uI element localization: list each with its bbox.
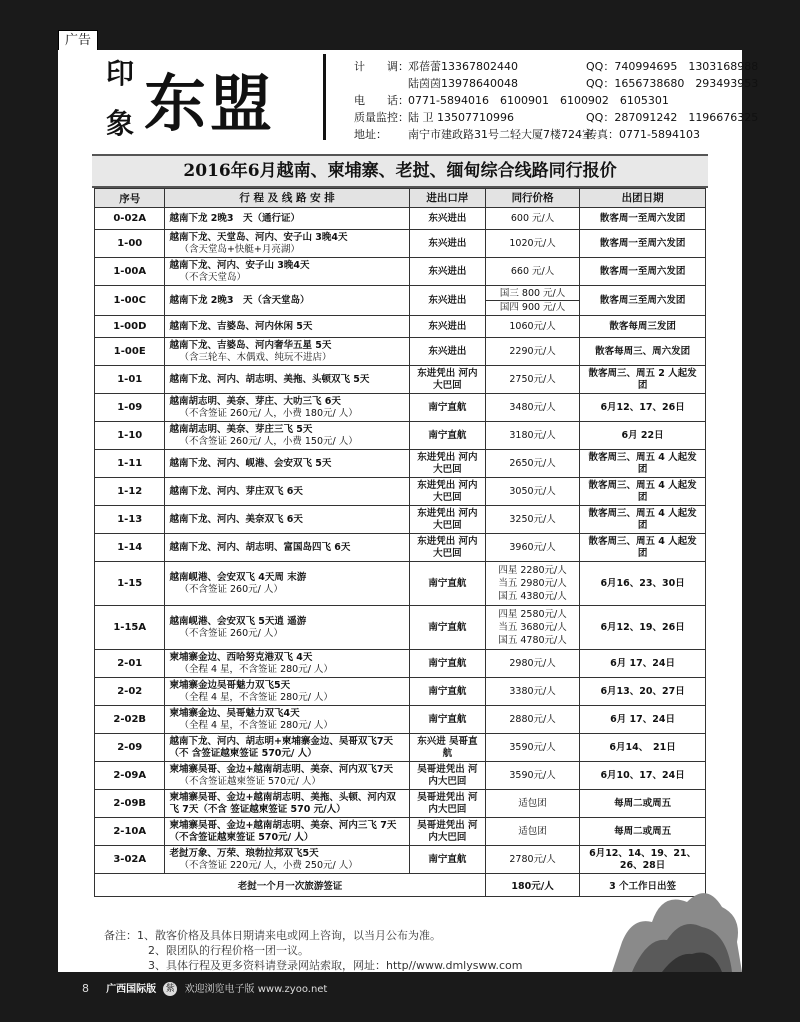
entry-port: 吴哥进凭出 河内大巴回: [409, 762, 485, 790]
route-itinerary: 越南岘港、会安双飞 5天逍 遥游: [169, 615, 307, 627]
departure-dates: 散客周三、周五 2 人起发团: [580, 366, 706, 394]
route-code: 2-09A: [95, 762, 165, 790]
route-description: [165, 230, 409, 258]
contact-label: QQ：: [586, 60, 615, 73]
route-description: [165, 258, 409, 286]
table-row: [95, 678, 706, 706]
contact-label: 地址：: [354, 128, 387, 141]
route-note: （不含天堂岛）: [179, 271, 246, 283]
route-itinerary: 柬埔寨金边吴哥魅力双飞5天: [169, 679, 291, 691]
price-value: 3380元/人: [509, 686, 556, 697]
table-row: [95, 258, 706, 286]
route-itinerary: 越南下龙、河内、芽庄双飞 6天: [169, 485, 303, 497]
table-row: [95, 286, 706, 316]
route-description: [165, 316, 409, 338]
entry-port: 东进凭出 河内大巴回: [409, 366, 485, 394]
route-note: （全程 4 星，不含签证 280元/ 人）: [179, 663, 333, 675]
contact-value: 南宁市建政路31号二轻大厦7楼724室: [408, 128, 593, 141]
route-description: [165, 338, 409, 366]
route-itinerary: 柬埔寨吴哥、金边+越南胡志明、美奈、河内双飞7天: [169, 763, 394, 775]
table-row: [95, 366, 706, 394]
table-row: [95, 478, 706, 506]
price-value: 2980元/人: [509, 658, 556, 669]
route-description: [165, 366, 409, 394]
ad-label: 广告: [58, 30, 98, 52]
departure-dates: 6月14、 21日: [580, 734, 706, 762]
entry-port: 东进凭出 河内大巴回: [409, 534, 485, 562]
brand-small-bottom: 象: [106, 107, 135, 140]
trade-price: [485, 734, 579, 762]
departure-dates: 散客周三、周五 4 人起发团: [580, 478, 706, 506]
price-value: 3250元/人: [509, 514, 556, 525]
header: [58, 50, 759, 148]
header-divider: [323, 54, 326, 140]
entry-port: 南宁直航: [409, 422, 485, 450]
departure-dates: 散客每周三发团: [580, 316, 706, 338]
price-value: 当五 2980元/人: [498, 578, 567, 589]
entry-port: 东进凭出 河内大巴回: [409, 506, 485, 534]
entry-port: 东兴进出: [409, 230, 485, 258]
table-row: [95, 316, 706, 338]
price-value: 2780元/人: [509, 854, 556, 865]
entry-port: 东兴进 吴哥直航: [409, 734, 485, 762]
table-row: [95, 208, 706, 230]
page-title: 2016年6月越南、柬埔寨、老挝、缅甸综合线路同行报价: [183, 161, 617, 181]
route-description: [165, 208, 409, 230]
departure-dates: 每周二或周五: [580, 818, 706, 846]
price-value: 3960元/人: [509, 542, 556, 553]
route-description: [165, 286, 409, 316]
route-code: 2-02B: [95, 706, 165, 734]
table-row: [95, 506, 706, 534]
price-value: 1060元/人: [509, 321, 556, 332]
route-code: 0-02A: [95, 208, 165, 230]
route-itinerary: 老挝万象、万荣、琅勃拉邦双飞5天: [169, 847, 319, 859]
contact-value: 287091242 1196676325: [614, 111, 759, 124]
route-description: [165, 846, 409, 874]
price-value: 3050元/人: [509, 486, 556, 497]
entry-port: 东兴进出: [409, 258, 485, 286]
route-code: 1-09: [95, 394, 165, 422]
departure-dates: 散客周一至周六发团: [580, 230, 706, 258]
route-itinerary: 越南岘港、会安双飞 4天周 末游: [169, 571, 307, 583]
trade-price: [485, 506, 579, 534]
trade-price: [485, 706, 579, 734]
advertisement-page: [58, 50, 759, 972]
trade-price: [485, 230, 579, 258]
contact-line: [354, 109, 759, 126]
contact-label: 质量监控：: [354, 111, 409, 124]
departure-dates: 散客周三至周六发团: [580, 286, 706, 316]
price-value: 3590元/人: [509, 770, 556, 781]
price-value: 国五 4380元/人: [498, 591, 567, 602]
route-itinerary: 越南下龙 2晚3 天（含天堂岛）: [169, 294, 310, 306]
departure-dates: 6月 17、24日: [580, 706, 706, 734]
route-description: [165, 534, 409, 562]
route-itinerary: 柬埔寨吴哥、金边+越南胡志明、美拖、头顿、河内双飞 7天（不含 签证越柬签证 570 元/人）: [169, 791, 396, 815]
entry-port: 东进凭出 河内大巴回: [409, 450, 485, 478]
trade-price: [485, 366, 579, 394]
trade-price: [485, 208, 579, 230]
table-row: [95, 338, 706, 366]
trade-price: [485, 450, 579, 478]
table-row: [95, 734, 706, 762]
route-note: （全程 4 星，不含签证 280元/ 人）: [179, 719, 333, 731]
trade-price: [485, 478, 579, 506]
entry-port: 吴哥进凭出 河内大巴回: [409, 818, 485, 846]
table-row: [95, 706, 706, 734]
route-code: 1-00C: [95, 286, 165, 316]
publication-name: 广西国际版: [106, 984, 157, 995]
route-itinerary: 越南下龙、吉婆岛、河内休闲 5天: [169, 320, 313, 332]
contact-value: 740994695 1303168988: [614, 60, 759, 73]
entry-port: 吴哥进凭出 河内大巴回: [409, 790, 485, 818]
route-description: [165, 650, 409, 678]
departure-dates: 6月10、17、24日: [580, 762, 706, 790]
trade-price: [485, 818, 579, 846]
departure-dates: 6月 17、24日: [580, 650, 706, 678]
header-price: 同行价格: [485, 189, 579, 208]
trade-price: [485, 338, 579, 366]
visa-label: 老挝一个月一次旅游签证: [95, 874, 486, 897]
route-code: 2-09B: [95, 790, 165, 818]
route-note: （含天堂岛+快艇+月亮湖）: [179, 243, 300, 255]
route-code: 2-10A: [95, 818, 165, 846]
trade-price: [485, 422, 579, 450]
table-row: [95, 762, 706, 790]
route-itinerary: 越南胡志明、美奈、芽庄三飞 5天: [169, 423, 313, 435]
contact-label: 电 话：: [354, 94, 409, 107]
entry-port: 南宁直航: [409, 562, 485, 606]
price-value: 适包团: [518, 798, 547, 809]
trade-price: [485, 762, 579, 790]
route-description: [165, 790, 409, 818]
table-row: [95, 606, 706, 650]
route-code: 1-00: [95, 230, 165, 258]
route-description: [165, 394, 409, 422]
departure-dates: 散客周三、周五 4 人起发团: [580, 534, 706, 562]
route-description: [165, 734, 409, 762]
entry-port: 南宁直航: [409, 706, 485, 734]
route-code: 2-01: [95, 650, 165, 678]
route-description: [165, 762, 409, 790]
table-row: [95, 394, 706, 422]
title-band: [92, 154, 708, 188]
footer-text: 欢迎浏览电子版 www.zyoo.net: [184, 984, 328, 995]
departure-dates: 6月13、20、27日: [580, 678, 706, 706]
price-table: [94, 188, 706, 897]
route-description: [165, 506, 409, 534]
route-note: （不含签证 260元/ 人，小费 150元/ 人）: [179, 435, 358, 447]
route-code: 1-00A: [95, 258, 165, 286]
contact-label: QQ：: [586, 77, 615, 90]
route-description: [165, 422, 409, 450]
route-note: （不含签证 220元/ 人，小费 250元/ 人）: [179, 859, 358, 871]
price-value: 3180元/人: [509, 430, 556, 441]
table-header-row: [95, 189, 706, 208]
price-value: 四星 2280元/人: [498, 565, 567, 576]
brand-small-top: 印: [106, 57, 135, 90]
departure-dates: 每周二或周五: [580, 790, 706, 818]
route-note: （不含签证 260元/ 人）: [179, 627, 283, 639]
table-row: [95, 818, 706, 846]
route-code: 1-01: [95, 366, 165, 394]
route-code: 2-09: [95, 734, 165, 762]
table-row: [95, 450, 706, 478]
route-code: 1-12: [95, 478, 165, 506]
contact-label: 传真：: [586, 128, 619, 141]
entry-port: 南宁直航: [409, 846, 485, 874]
departure-dates: 6月 22日: [580, 422, 706, 450]
price-value: 2880元/人: [509, 714, 556, 725]
price-value: 当五 3680元/人: [498, 622, 567, 633]
price-value: 3480元/人: [509, 402, 556, 413]
visa-price: 180元/人: [485, 874, 579, 897]
contact-line: [354, 58, 759, 75]
route-description: [165, 818, 409, 846]
entry-port: 东兴进出: [409, 316, 485, 338]
contact-value: 陆 卫 13507710996: [408, 111, 514, 124]
price-value: 国四 900 元/人: [499, 302, 566, 313]
route-code: 1-13: [95, 506, 165, 534]
header-port: 进出口岸: [409, 189, 485, 208]
departure-dates: 散客周三、周五 4 人起发团: [580, 506, 706, 534]
price-value: 2290元/人: [509, 346, 556, 357]
route-description: [165, 450, 409, 478]
contact-value: 邓蓓蕾13367802440: [408, 60, 518, 73]
contact-label: 计 调：: [354, 60, 409, 73]
trade-price: [485, 606, 579, 650]
route-note: （不含签证 260元/ 人）: [179, 583, 283, 595]
contact-value: 1656738680 293493953: [614, 77, 759, 90]
entry-port: 东兴进出: [409, 286, 485, 316]
price-value: 2650元/人: [509, 458, 556, 469]
route-code: 1-00D: [95, 316, 165, 338]
contact-value: 陆茵茵13978640048: [408, 77, 518, 90]
price-value: 国三 800 元/人: [486, 287, 579, 301]
note-line-2: 2、限团队的行程价格一团一议。: [148, 944, 309, 957]
decorative-rock-image: [592, 862, 742, 972]
route-code: 3-02A: [95, 846, 165, 874]
route-itinerary: 越南下龙、天堂岛、河内、安子山 3晚4天: [169, 231, 348, 243]
route-itinerary: 柬埔寨金边、吴哥魅力双飞4天: [169, 707, 300, 719]
route-description: [165, 478, 409, 506]
table-row: [95, 534, 706, 562]
route-description: [165, 678, 409, 706]
contact-label: QQ：: [586, 111, 615, 124]
table-row: [95, 230, 706, 258]
price-value: 国五 4780元/人: [498, 635, 567, 646]
header-code: 序号: [95, 189, 165, 208]
departure-dates: 6月16、23、30日: [580, 562, 706, 606]
departure-dates: 6月12、19、26日: [580, 606, 706, 650]
contact-line: [354, 92, 734, 109]
trade-price: [485, 316, 579, 338]
route-itinerary: 越南胡志明、美奈、芽庄、大叻三飞 6天: [169, 395, 341, 407]
entry-port: 东进凭出 河内大巴回: [409, 478, 485, 506]
entry-port: 南宁直航: [409, 678, 485, 706]
trade-price: [485, 534, 579, 562]
route-note: （不含签证越柬签证 570元/ 人）: [179, 775, 321, 787]
table-row: [95, 790, 706, 818]
route-code: 2-02: [95, 678, 165, 706]
route-code: 1-10: [95, 422, 165, 450]
route-itinerary: 越南下龙、河内、胡志明、美拖、头顿双飞 5天: [169, 373, 370, 385]
trade-price: [485, 846, 579, 874]
contact-info: [354, 58, 759, 143]
brand-name: 东盟: [144, 67, 277, 140]
table-row: [95, 650, 706, 678]
visa-processing: 3 个工作日出签: [580, 874, 706, 897]
page-number: 8: [82, 982, 89, 995]
route-itinerary: 柬埔寨吴哥、金边+越南胡志明、美奈、河内三飞 7天（不含签证越柬签证 570元/ 人）: [169, 819, 397, 843]
route-note: （含三轮车、木偶戏、纯玩不进店）: [179, 351, 332, 363]
price-value: 600 元/人: [510, 213, 555, 224]
trade-price: [485, 562, 579, 606]
departure-dates: 散客周三、周五 4 人起发团: [580, 450, 706, 478]
note-line-1: 备注：1、散客价格及具体日期请来电或网上咨询，以当月公布为准。: [104, 929, 441, 942]
departure-dates: 散客周一至周六发团: [580, 258, 706, 286]
note-line-3: 3、具体行程及更多资料请登录网站索取，网址：http//www.dmlysww.com: [148, 959, 523, 972]
route-code: 1-14: [95, 534, 165, 562]
trade-price: [485, 258, 579, 286]
route-itinerary: 越南下龙、河内、岘港、会安双飞 5天: [169, 457, 332, 469]
table-row: [95, 562, 706, 606]
route-description: [165, 606, 409, 650]
entry-port: 南宁直航: [409, 606, 485, 650]
route-description: [165, 706, 409, 734]
route-itinerary: 柬埔寨金边、西哈努克港双飞 4天: [169, 651, 313, 663]
price-value: 1020元/人: [509, 238, 556, 249]
footer: [82, 979, 327, 999]
entry-port: 东兴进出: [409, 338, 485, 366]
route-note: （不含签证 260元/ 人，小费 180元/ 人）: [179, 407, 358, 419]
route-itinerary: 越南下龙、河内、美奈双飞 6天: [169, 513, 303, 525]
trade-price: [485, 678, 579, 706]
entry-port: 南宁直航: [409, 650, 485, 678]
header-route: 行 程 及 线 路 安 排: [165, 189, 409, 208]
contact-line: [354, 75, 759, 92]
table-row: [95, 422, 706, 450]
price-value: 2750元/人: [509, 374, 556, 385]
price-value: 适包团: [518, 826, 547, 837]
route-code: 1-11: [95, 450, 165, 478]
departure-dates: 6月12、17、26日: [580, 394, 706, 422]
entry-port: 南宁直航: [409, 394, 485, 422]
price-value: 660 元/人: [510, 266, 555, 277]
departure-dates: 6月12、14、19、21、26、28日: [580, 846, 706, 874]
trade-price: [485, 286, 579, 316]
route-itinerary: 越南下龙、河内、安子山 3晚4天: [169, 259, 310, 271]
price-value: 3590元/人: [509, 742, 556, 753]
contact-line: [354, 126, 734, 143]
entry-port: 东兴进出: [409, 208, 485, 230]
route-code: 1-00E: [95, 338, 165, 366]
trade-price: [485, 790, 579, 818]
trade-price: [485, 650, 579, 678]
route-code: 1-15A: [95, 606, 165, 650]
publisher-seal-icon: 紫: [163, 982, 177, 996]
departure-dates: 散客每周三、周六发团: [580, 338, 706, 366]
route-code: 1-15: [95, 562, 165, 606]
route-itinerary: 越南下龙、吉婆岛、河内奢华五星 5天: [169, 339, 332, 351]
route-note: （全程 4 星，不含签证 280元/ 人）: [179, 691, 333, 703]
route-itinerary: 越南下龙 2晚3 天（通行证）: [169, 212, 300, 224]
trade-price: [485, 394, 579, 422]
header-date: 出团日期: [580, 189, 706, 208]
route-description: [165, 562, 409, 606]
contact-value: 0771-5894016 6100901 6100902 6105301: [408, 94, 669, 107]
route-itinerary: 越南下龙、河内、胡志明、富国岛四飞 6天: [169, 541, 351, 553]
departure-dates: 散客周一至周六发团: [580, 208, 706, 230]
contact-value: 0771-5894103: [619, 128, 700, 141]
route-itinerary: 越南下龙、河内、胡志明+柬埔寨金边、吴哥双飞7天（不 含签证越柬签证 570元/ 人）: [169, 735, 394, 759]
price-value: 四星 2580元/人: [498, 609, 567, 620]
